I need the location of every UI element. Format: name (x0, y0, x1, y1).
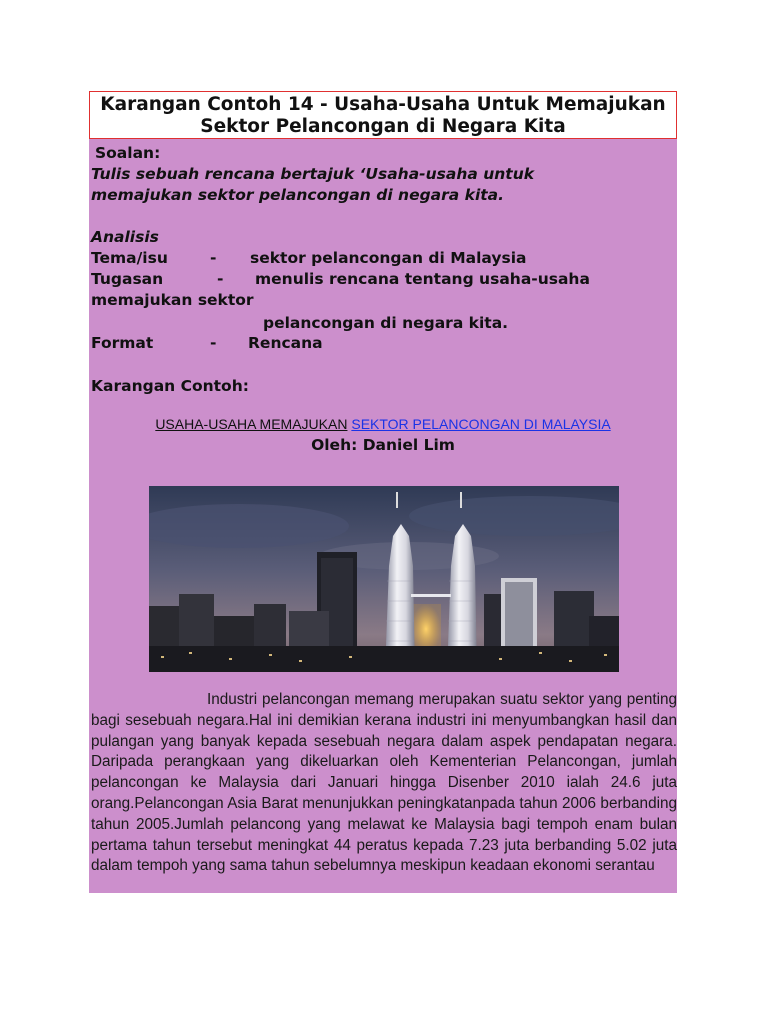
format-dash: - (210, 334, 217, 352)
article-heading (89, 415, 677, 433)
tugasan-value-2: memajukan sektor (91, 291, 254, 309)
article-body-text: Industri pelancongan memang merupakan suatu sektor yang penting bagi sesebuah negara.Hal ini demikian kerana industri ini menyumbangkan hasil dan pulangan yang banyak kepada sesebuah negara dalam aspek pendapatan negara. Daripada perangkaan yang dikeluarkan oleh Kementerian Pelancongan, jumlah pelancongan ke Malaysia dari Januari hingga Disenber 2010 ialah 24.6 juta orang.Pelancongan Asia Barat menunjukkan peningkatanpada tahun 2006 berbanding tahun 2005.Jumlah pelancong yang melawat ke Malaysia bagi tempoh enam bulan pertama tahun tersebut meningkat 44 peratus kepada 7.23 juta berbanding 5.02 juta dalam tempoh yang sama tahun sebelumnya meskipun keadaan ekonomi serantau (91, 691, 677, 875)
title-line-1: Karangan Contoh 14 - Usaha-Usaha Untuk Memajukan (100, 94, 666, 115)
article-heading-link[interactable]: SEKTOR PELANCONGAN DI MALAYSIA (351, 416, 611, 432)
tema-label: Tema/isu (91, 249, 168, 267)
tugasan-label: Tugasan (91, 270, 164, 288)
soalan-line-2: memajukan sektor pelancongan di negara kita. (91, 186, 505, 204)
tugasan-value-1: menulis rencana tentang usaha-usaha (255, 270, 590, 288)
karangan-contoh-label: Karangan Contoh: (91, 377, 249, 395)
analisis-label: Analisis (91, 228, 159, 246)
tugasan-dash: - (217, 270, 224, 288)
petronas-towers-photo (149, 486, 619, 672)
article-heading-plain: USAHA-USAHA MEMAJUKAN (155, 416, 348, 432)
format-label: Format (91, 334, 154, 352)
article-byline: Oleh: Daniel Lim (311, 436, 455, 454)
tugasan-value-3: pelancongan di negara kita. (263, 314, 509, 332)
article-body (91, 690, 677, 877)
tema-dash: - (210, 249, 217, 267)
tema-value: sektor pelancongan di Malaysia (250, 249, 527, 267)
soalan-label: Soalan: (95, 144, 161, 162)
title-box (89, 91, 677, 139)
soalan-line-1: Tulis sebuah rencana bertajuk ‘Usaha-usaha untuk (91, 165, 535, 183)
title-line-2: Sektor Pelancongan di Negara Kita (200, 116, 566, 137)
format-value: Rencana (248, 334, 323, 352)
